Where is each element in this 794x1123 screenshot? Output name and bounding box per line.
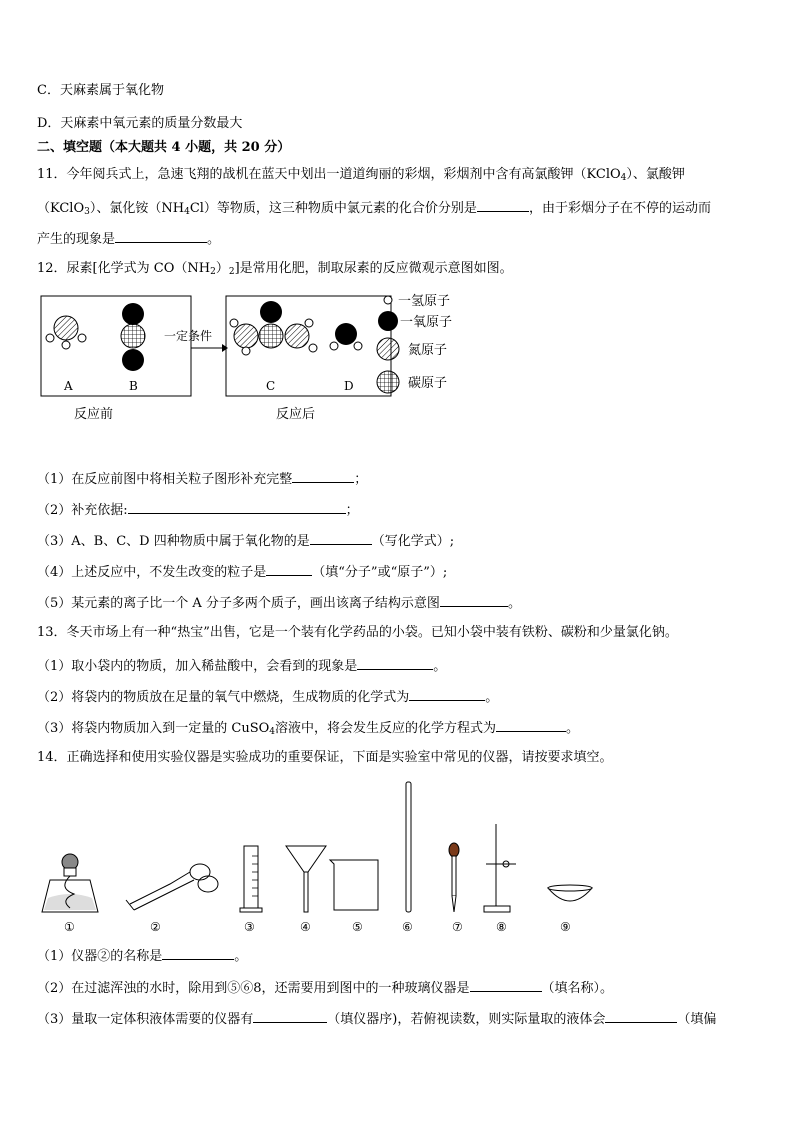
label-8: ⑧ — [496, 920, 507, 934]
q12-p3: （3）A、B、C、D 四种物质中属于氧化物的是 （写化学式）; — [37, 531, 454, 551]
funnel-icon — [286, 846, 326, 912]
label-c: C — [266, 379, 276, 393]
legend-carbon-icon — [377, 371, 399, 393]
label-b: B — [129, 379, 138, 393]
hydrogen-atom — [230, 319, 238, 327]
glass-rod-icon — [406, 782, 411, 912]
crucible-tongs-icon — [126, 864, 218, 910]
legend-hydrogen: 一氢原子 — [398, 294, 451, 309]
answer-blank[interactable] — [357, 656, 433, 670]
q13-p3: （3）将袋内物质加入到一定量的 CuSO$_4$溶液中，将会发生反应的化学方程式为 。 — [37, 718, 579, 741]
nitrogen-atom — [54, 316, 78, 340]
answer-blank[interactable] — [292, 469, 354, 483]
q12-p5: （5）某元素的离子比一个 A 分子多两个质子，画出该离子结构示意图 。 — [37, 593, 521, 613]
q12-p4: （4）上述反应中，不发生改变的粒子是 （填“分子”或“原子”）; — [37, 562, 447, 582]
label-1: ① — [64, 920, 75, 934]
label-d: D — [344, 379, 354, 393]
option-d: D．天麻素中氧元素的质量分数最大 — [37, 116, 243, 131]
q12-p2: （2）补充依据: ； — [37, 500, 359, 520]
label-6: ⑥ — [402, 920, 413, 934]
q14-p1: （1）仪器②的名称是 。 — [37, 946, 247, 966]
answer-blank[interactable] — [496, 718, 566, 732]
label-5: ⑤ — [352, 920, 363, 934]
apparatus-figure — [30, 776, 600, 936]
q13-p1: （1）取小袋内的物质，加入稀盐酸中，会看到的现象是 。 — [37, 656, 446, 676]
dropper-icon — [449, 843, 459, 912]
carbon-atom — [121, 324, 145, 348]
option-c: C．天麻素属于氧化物 — [37, 83, 164, 98]
label-3: ③ — [244, 920, 255, 934]
oxygen-atom — [335, 323, 357, 345]
iron-stand-icon — [484, 824, 516, 912]
label-9: ⑨ — [560, 920, 571, 934]
q13-p2: （2）将袋内的物质放在足量的氧气中燃烧，生成物质的化学式为 。 — [37, 687, 498, 707]
q11-line3: 产生的现象是 。 — [37, 229, 220, 249]
q12-p1: （1）在反应前图中将相关粒子图形补充完整 ； — [37, 469, 367, 489]
label-7: ⑦ — [452, 920, 463, 934]
evaporating-dish-icon — [548, 885, 592, 901]
section-heading: 二、填空题（本大题共 4 小题，共 20 分） — [37, 140, 291, 155]
label-2: ② — [150, 920, 161, 934]
hydrogen-atom — [354, 342, 362, 350]
arrow-label: 一定条件 — [164, 329, 213, 343]
graduated-cylinder-icon — [240, 846, 262, 912]
alcohol-lamp-icon — [42, 854, 98, 912]
legend-nitrogen-icon — [377, 338, 399, 360]
legend-hydrogen-icon — [384, 296, 392, 304]
answer-blank[interactable] — [409, 687, 485, 701]
label-4: ④ — [300, 920, 311, 934]
hydrogen-atom — [78, 334, 86, 342]
caption-before: 反应前 — [74, 407, 114, 422]
answer-blank[interactable] — [115, 229, 207, 243]
hydrogen-atom — [62, 341, 70, 349]
carbon-atom — [259, 324, 283, 348]
hydrogen-atom — [330, 342, 338, 350]
q11-line2: （KClO$_3$）、氯化铵$(NH_4Cl)$等物质，这三种物质中氯元素的化合价分别是 ，由于彩烟分子在不停的运动而 — [37, 198, 711, 221]
answer-blank[interactable] — [128, 500, 346, 514]
legend-oxygen: 一氧原子 — [400, 315, 453, 330]
caption-after: 反应后 — [276, 407, 316, 422]
answer-blank[interactable] — [266, 562, 312, 576]
hydrogen-atom — [305, 319, 313, 327]
answer-blank[interactable] — [310, 531, 372, 545]
answer-blank[interactable] — [253, 1009, 327, 1023]
oxygen-atom — [122, 303, 144, 325]
q13-intro: 13．冬天市场上有一种“热宝”出售，它是一个装有化学药品的小袋。已知小袋中装有铁粉、碳粉和少量氯化钠。 — [37, 625, 678, 640]
legend-oxygen-icon — [378, 311, 398, 331]
q14-intro: 14．正确选择和使用实验仪器是实验成功的重要保证，下面是实验室中常见的仪器，请按要求填空。 — [37, 750, 613, 765]
legend-carbon: 碳原子 — [408, 376, 448, 391]
legend-nitrogen: 氮原子 — [408, 343, 448, 358]
answer-blank[interactable] — [470, 978, 542, 992]
oxygen-atom — [122, 349, 144, 371]
nitrogen-atom — [285, 324, 309, 348]
answer-blank[interactable] — [477, 198, 529, 212]
oxygen-atom — [260, 301, 282, 323]
nitrogen-atom — [234, 324, 258, 348]
label-a: A — [64, 379, 73, 393]
hydrogen-atom — [242, 347, 250, 355]
q12-intro: 12．尿素[化学式为 $CO(NH_2)_2$]是常用化肥，制取尿素的反应微观示意图如图。 — [37, 261, 513, 277]
answer-blank[interactable] — [162, 946, 234, 960]
beaker-icon — [330, 860, 378, 910]
q11-line1: 11．今年阅兵式上，急速飞翔的战机在蓝天中划出一道道绚丽的彩烟，彩烟剂中含有高氯酸钾（KClO$_4$）、氯酸钾 — [37, 167, 685, 183]
reaction-diagram — [36, 290, 476, 430]
q14-p2: （2）在过滤浑浊的水时，除用到⑤⑥8，还需要用到图中的一种玻璃仪器是 （填名称）。 — [37, 978, 613, 998]
answer-blank[interactable] — [440, 593, 508, 607]
q14-p3: （3）量取一定体积液体需要的仪器有 （填仪器序)，若俯视读数，则实际量取的液体会 （填偏 — [37, 1009, 716, 1029]
hydrogen-atom — [309, 344, 317, 352]
hydrogen-atom — [46, 334, 54, 342]
answer-blank[interactable] — [605, 1009, 677, 1023]
